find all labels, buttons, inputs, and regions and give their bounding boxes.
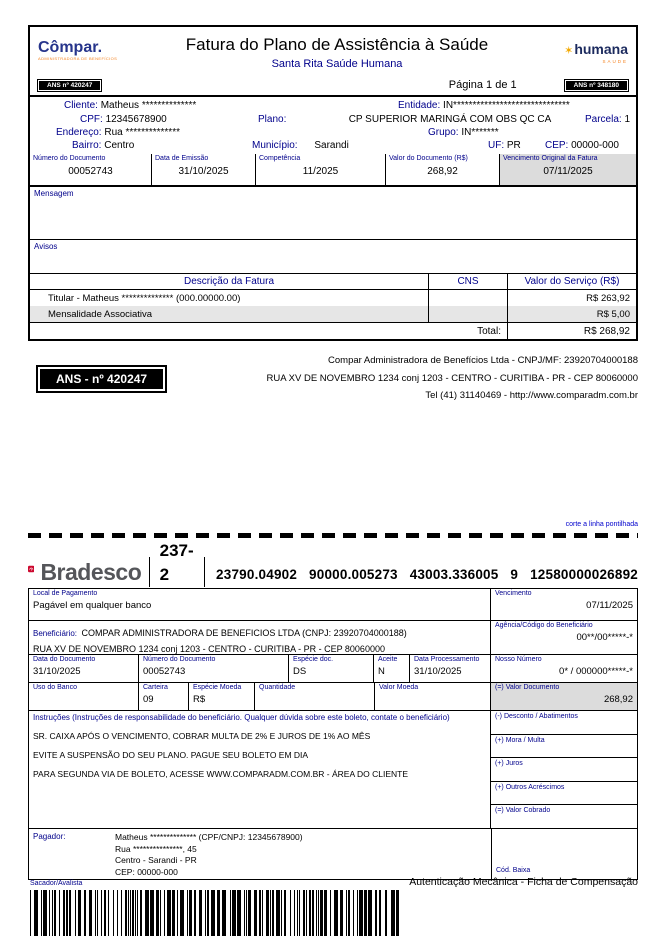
doc-number-label-boleto: Número do Documento (143, 656, 216, 663)
our-number-label: Nosso Número (495, 656, 542, 663)
company-line: RUA XV DE NOVEMBRO 1234 conj 1203 - CENTRO - CURITIBA - PR - CEP 80060000 (266, 372, 638, 384)
header-cns: CNS (428, 274, 508, 289)
wallet-label: Carteira (143, 684, 168, 691)
payer-lines (115, 832, 303, 876)
client-section (30, 97, 636, 154)
district-label: Bairro: (72, 140, 102, 151)
cut-dashed-line (28, 533, 638, 538)
competencia-value: 11/2025 (302, 166, 339, 177)
group-label: Grupo: (428, 127, 459, 138)
doc-number-value: 00052743 (68, 166, 113, 177)
city-label: Município: (252, 140, 298, 151)
company-info (266, 352, 638, 405)
wallet-cell (139, 683, 189, 710)
payment-place-cell (29, 589, 491, 620)
header-descricao: Descrição da Fatura (183, 276, 275, 287)
city-value: Sarandi (314, 140, 349, 151)
doc-date-value: 31/10/2025 (33, 666, 81, 677)
processing-date-value: 31/10/2025 (414, 666, 462, 677)
plan-value: CP SUPERIOR MARINGÁ COM OBS QC CA (348, 114, 552, 125)
cod-baixa-label: Cód. Baixa (496, 867, 531, 874)
invoice-title-block (158, 33, 516, 70)
our-number-cell (491, 655, 637, 682)
bank-use-cell (29, 683, 139, 710)
instruction-line: EVITE A SUSPENSÃO DO SEU PLANO. PAGUE SEU BOLETO EM DIA (33, 750, 309, 760)
mechanical-authentication-label: Autenticação Mecânica - Ficha de Compensação (409, 876, 638, 888)
notices-label: Avisos (34, 242, 58, 251)
installment-label: Parcela: (584, 114, 622, 125)
state-value: PR (506, 140, 521, 151)
bank-code: 237-2 (159, 541, 194, 584)
table-total-row (30, 322, 636, 339)
payer-line: Matheus ************** (CPF/CNPJ: 12345678900) (115, 832, 303, 842)
accept-value: N (378, 666, 385, 677)
bank-use-label: Uso do Banco (33, 684, 77, 691)
beneficiary-address: RUA XV DE NOVEMBRO 1234 conj 1203 - CENTRO - CURITIBA - PR - CEP 80060000 (33, 644, 385, 654)
document-value-label: (=) Valor Documento (495, 684, 560, 691)
currency-species-cell (189, 683, 255, 710)
cpf-field (80, 114, 167, 125)
compar-logo (38, 33, 158, 61)
competencia-label: Competência (259, 155, 301, 162)
agency-code-cell (491, 621, 637, 654)
payer-cell (29, 829, 491, 879)
doc-date-cell (29, 655, 139, 682)
payer-line: Centro - Sarandi - PR (115, 855, 197, 865)
installment-value: 1 (624, 114, 630, 125)
header-valor: Valor do Serviço (R$) (524, 276, 620, 287)
page-indicator: Página 1 de 1 (448, 79, 517, 91)
humana-logo-word: humana (574, 41, 628, 57)
humana-logo (516, 33, 628, 64)
original-due-date-cell (500, 154, 636, 185)
compar-logo-word: Cômpar. (38, 39, 103, 56)
discount-cell (491, 711, 637, 735)
currency-species-value: R$ (193, 694, 206, 705)
accept-label: Aceite (378, 656, 398, 663)
zip-label: CEP: (545, 140, 569, 151)
doc-number-cell-boleto (139, 655, 289, 682)
district-field (72, 140, 134, 151)
competencia-cell (256, 154, 386, 185)
entity-label: Entidade: (398, 100, 441, 111)
humana-star-icon: ✶ (564, 45, 574, 57)
table-row (30, 306, 636, 322)
total-value: R$ 268,92 (583, 325, 630, 337)
ans-footer-badge: ANS - nº 420247 (38, 367, 165, 391)
humana-logo-tagline: SAUDE (602, 59, 628, 64)
currency-value-label: Valor Moeda (379, 684, 419, 691)
document-info-row (30, 154, 636, 187)
beneficiary-value: COMPAR ADMINISTRADORA DE BENEFICIOS LTDA (CNPJ: 23920704000188) (81, 628, 407, 638)
agency-code-label: Agência/Código do Beneficiário (495, 622, 593, 629)
charged-value-label: (=) Valor Cobrado (495, 807, 551, 815)
issue-date-value: 31/10/2025 (178, 166, 229, 177)
message-box (30, 187, 636, 240)
drawer-guarantor-label: Sacador/Avalista (30, 880, 83, 887)
beneficiary-label: Beneficiário: (33, 629, 78, 638)
issue-date-label: Data de Emissão (155, 155, 209, 162)
address-label: Endereço: (56, 127, 102, 138)
client-name-label: Cliente: (64, 100, 98, 111)
document-data-row (29, 655, 637, 683)
ans-badge-left: ANS nº 420247 (38, 80, 101, 91)
entity-field (398, 100, 570, 111)
interest-cell (491, 758, 637, 782)
row-descricao: Mensalidade Associativa (48, 308, 153, 320)
row-cns (428, 290, 508, 306)
invoice-header (30, 27, 636, 77)
compar-logo-tagline: ADMINISTRADORA DE BENEFÍCIOS (38, 56, 118, 61)
currency-species-label: Espécie Moeda (193, 684, 242, 691)
quantity-label: Quantidade (259, 684, 296, 691)
processing-date-label: Data Processamento (414, 656, 480, 663)
beneficiary-row (29, 621, 637, 655)
instruction-line: SR. CAIXA APÓS O VENCIMENTO, COBRAR MULTA DE 2% E JUROS DE 1% AO MÊS (33, 731, 371, 741)
accruals-column (491, 711, 637, 828)
digitable-line: 23790.04902 90000.005273 43003.336005 9 12580000026892 (216, 567, 638, 582)
doc-value-label: Valor do Documento (R$) (389, 155, 468, 162)
interest-label: (+) Juros (495, 760, 523, 768)
species-doc-label: Espécie doc. (293, 656, 334, 663)
other-additions-cell (491, 782, 637, 806)
instruction-line: PARA SEGUNDA VIA DE BOLETO, ACESSE WWW.COMPARADM.COM.BR - ÁREA DO CLIENTE (33, 769, 409, 779)
zip-value: 00000-000 (571, 140, 619, 151)
processing-date-cell (410, 655, 491, 682)
doc-date-label: Data do Documento (33, 656, 96, 663)
due-date-cell (491, 589, 637, 620)
row-cns (428, 306, 508, 322)
plan-label: Plano: (258, 114, 287, 125)
doc-value-value: 268,92 (427, 166, 458, 177)
due-date-value: 07/11/2025 (586, 600, 633, 611)
payer-line: Rua ***************, 45 (115, 843, 197, 854)
wallet-value: 09 (143, 694, 154, 705)
doc-number-value-boleto: 00052743 (143, 666, 186, 677)
bradesco-logo-icon (28, 552, 34, 586)
late-fee-label: (+) Mora / Multa (495, 736, 545, 744)
table-row (30, 290, 636, 306)
city-field (252, 140, 349, 151)
installment-field (585, 114, 630, 125)
bank-use-row (29, 683, 637, 711)
original-due-date-label: Vencimento Original da Fatura (503, 155, 598, 162)
row-valor: R$ 263,92 (586, 292, 630, 304)
payer-row (29, 829, 637, 879)
issue-date-cell (152, 154, 256, 185)
zip-field (545, 140, 619, 151)
ans-badge-right: ANS nº 348180 (565, 80, 628, 91)
document-value-cell (491, 683, 637, 710)
instructions-label: Instruções (Instruções de responsabilidade do beneficiário. Qualquer dúvida sobre este boleto, contate o beneficiário) (33, 713, 450, 722)
badge-row (30, 77, 636, 97)
client-name-value: Matheus ************** (100, 100, 197, 111)
payer-line: CEP: 00000-000 (115, 866, 178, 877)
currency-value-cell (375, 683, 491, 710)
row-valor: R$ 5,00 (596, 308, 630, 320)
doc-number-label: Número do Documento (33, 155, 106, 162)
client-name-field (64, 100, 196, 111)
entity-value: IN****************************** (443, 100, 570, 111)
company-line: Tel (41) 31140469 - http://www.comparadm.com.br (425, 390, 638, 401)
beneficiary-cell (29, 621, 491, 654)
cpf-value: 12345678900 (105, 114, 167, 125)
total-label: Total: (30, 323, 508, 339)
address-value: Rua ************** (104, 127, 180, 138)
company-line: Compar Administradora de Benefícios Ltda - CNPJ/MF: 23920704000188 (328, 355, 638, 366)
boleto-table (28, 588, 638, 880)
notices-box (30, 240, 636, 273)
instructions-cell (29, 711, 491, 828)
invoice-subtitle: Santa Rita Saúde Humana (271, 58, 403, 70)
doc-number-cell (30, 154, 152, 185)
invoice-box (28, 25, 638, 341)
late-fee-cell (491, 735, 637, 759)
payment-place-label: Local de Pagamento (33, 590, 98, 597)
state-label: UF: (488, 140, 505, 151)
our-number-value: 0* / 000000*****-* (559, 666, 633, 677)
cut-line-label: corte a linha pontilhada (565, 521, 638, 528)
cpf-label: CPF: (80, 114, 103, 125)
row-descricao: Titular - Matheus ************** (000.00000.00) (48, 292, 241, 304)
group-field (428, 127, 499, 138)
bradesco-wordmark: Bradesco (40, 559, 142, 585)
instructions-row (29, 711, 637, 829)
doc-value-cell (386, 154, 500, 185)
intercalated-barcode (30, 890, 404, 936)
fatura-table-header (30, 273, 636, 290)
species-doc-value: DS (293, 666, 307, 677)
address-field (56, 127, 180, 138)
charged-value-cell (491, 805, 637, 828)
payment-place-value: Pagável em qualquer banco (33, 600, 152, 611)
bank-header (28, 541, 638, 587)
species-doc-cell (289, 655, 374, 682)
original-due-date-value: 07/11/2025 (543, 166, 593, 177)
district-value: Centro (104, 140, 135, 151)
group-value: IN******* (461, 127, 499, 138)
due-date-label: Vencimento (495, 590, 532, 597)
document-value-value: 268,92 (603, 694, 633, 705)
accept-cell (374, 655, 410, 682)
other-additions-label: (+) Outros Acréscimos (495, 783, 565, 791)
discount-label: (-) Desconto / Abatimentos (495, 713, 578, 720)
agency-code-value: 00**/00*****-* (576, 632, 633, 643)
payment-place-row (29, 589, 637, 621)
message-label: Mensagem (34, 189, 74, 198)
state-field (488, 140, 521, 151)
cod-baixa-cell (491, 829, 637, 879)
payer-label: Pagador: (33, 832, 66, 841)
invoice-title: Fatura do Plano de Assistência à Saúde (185, 35, 489, 54)
quantity-cell (255, 683, 375, 710)
